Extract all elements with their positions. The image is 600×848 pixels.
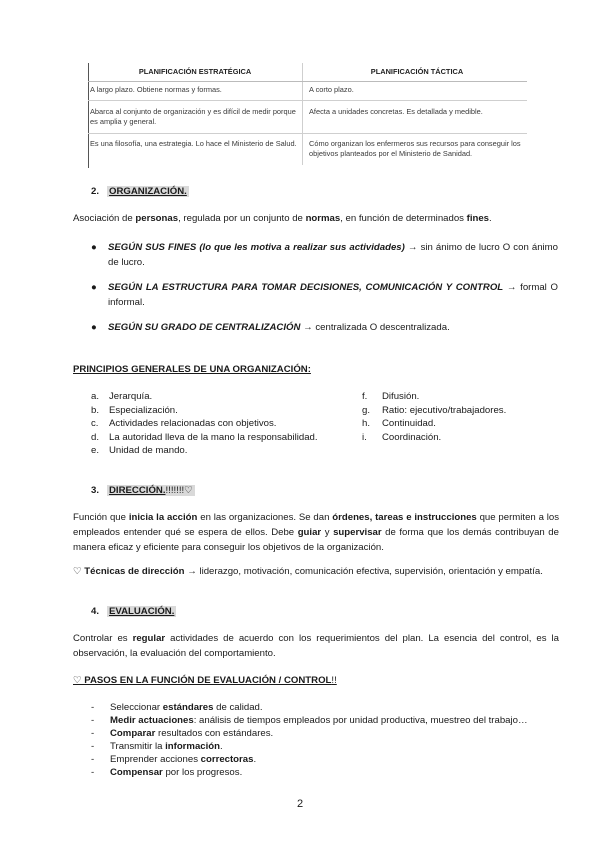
list-item: c. Actividades relacionadas con objetivos. <box>91 418 277 430</box>
principios-heading: PRINCIPIOS GENERALES DE UNA ORGANIZACIÓN: <box>73 364 311 375</box>
table-cell: Abarca al conjunto de organización y es difícil de medir porque es amplia y general. <box>88 101 303 134</box>
list-item: i. Coordinación. <box>362 431 442 443</box>
table-cell: A corto plazo. <box>303 82 528 101</box>
heart-icon: ♡ <box>73 566 85 577</box>
list-item: - Emprender acciones correctoras. <box>91 754 257 765</box>
principios-list-right <box>362 390 542 444</box>
evaluacion-paragraph: Controlar es regular actividades de acuerdo con los requerimientos del plan. La esencia del control, es la observación, la evaluación del comportamiento. <box>73 633 559 659</box>
list-item: - Seleccionar estándares de calidad. <box>91 702 263 713</box>
list-item: f. Difusión. <box>362 391 420 402</box>
section-heading-organizacion: 2. ORGANIZACIÓN. <box>91 186 187 197</box>
pasos-heading: ♡ PASOS EN LA FUNCIÓN DE EVALUACIÓN / CONTROL!! <box>73 675 337 686</box>
table-header-estrategica: PLANIFICACIÓN ESTRATÉGICA <box>88 63 303 82</box>
bullet-item: ● SEGÚN LA ESTRUCTURA PARA TOMAR DECISIONES, COMUNICACIÓN Y CONTROL → formal O informal. <box>91 282 558 308</box>
bullet-item: ● SEGÚN SU GRADO DE CENTRALIZACIÓN → centralizada O descentralizada. <box>91 322 450 333</box>
planning-table <box>88 63 527 165</box>
table-cell: Afecta a unidades concretas. Es detallada y medible. <box>303 101 528 134</box>
list-item: g. Ratio: ejecutivo/trabajadores. <box>362 404 507 416</box>
list-item: - Transmitir la información. <box>91 741 223 752</box>
list-item: h. Continuidad. <box>362 418 436 430</box>
list-item: - Medir actuaciones: análisis de tiempos empleados por unidad productiva, muestreo del trabajo… <box>91 715 528 726</box>
list-item: d. La autoridad lleva de la mano la responsabilidad. <box>91 431 318 443</box>
list-item: - Comparar resultados con estándares. <box>91 728 274 739</box>
table-header-tactica: PLANIFICACIÓN TÁCTICA <box>303 63 528 82</box>
bullet-icon: ● <box>91 242 97 253</box>
list-item: - Compensar por los progresos. <box>91 767 243 778</box>
section-heading-direccion: 3. DIRECCIÓN.!!!!!!!♡ <box>91 485 193 496</box>
direccion-paragraph: Función que inicia la acción en las organizaciones. Se dan órdenes, tareas e instrucciones que permiten a los empleados entender qué se espera de ellos. Debe guiar y supervisar de forma que los demás contribuyan de manera eficaz y eficiente para conseguir los objetivos de la organización. <box>73 512 560 553</box>
principios-list-left <box>91 390 351 458</box>
table-cell: Cómo organizan los enfermeros sus recursos para conseguir los objetivos planteados por el Ministerio de Sanidad. <box>309 139 521 158</box>
organizacion-definition: Asociación de personas, regulada por un conjunto de normas, en función de determinados fines. <box>73 213 492 224</box>
page-number: 2 <box>296 798 304 810</box>
list-item: b. Especialización. <box>91 404 178 416</box>
list-item: e. Unidad de mando. <box>91 445 188 457</box>
direccion-tecnicas: ♡ Técnicas de dirección → liderazgo, motivación, comunicación efectiva, supervisión, orientación y empatía. <box>73 566 543 577</box>
section-heading-evaluacion: 4. EVALUACIÓN. <box>91 606 175 617</box>
pasos-list <box>91 701 551 779</box>
list-item: a. Jerarquía. <box>91 391 153 402</box>
table-cell: Es una filosofía, una estrategia. Lo hace el Ministerio de Salud. <box>88 134 303 166</box>
bullet-icon: ● <box>91 322 97 333</box>
bullet-icon: ● <box>91 282 97 293</box>
table-cell: A largo plazo. Obtiene normas y formas. <box>88 82 303 101</box>
bullet-item: ● SEGÚN SUS FINES (lo que les motiva a realizar sus actividades) → sin ánimo de lucro O con ánimo de lucro. <box>91 242 558 268</box>
